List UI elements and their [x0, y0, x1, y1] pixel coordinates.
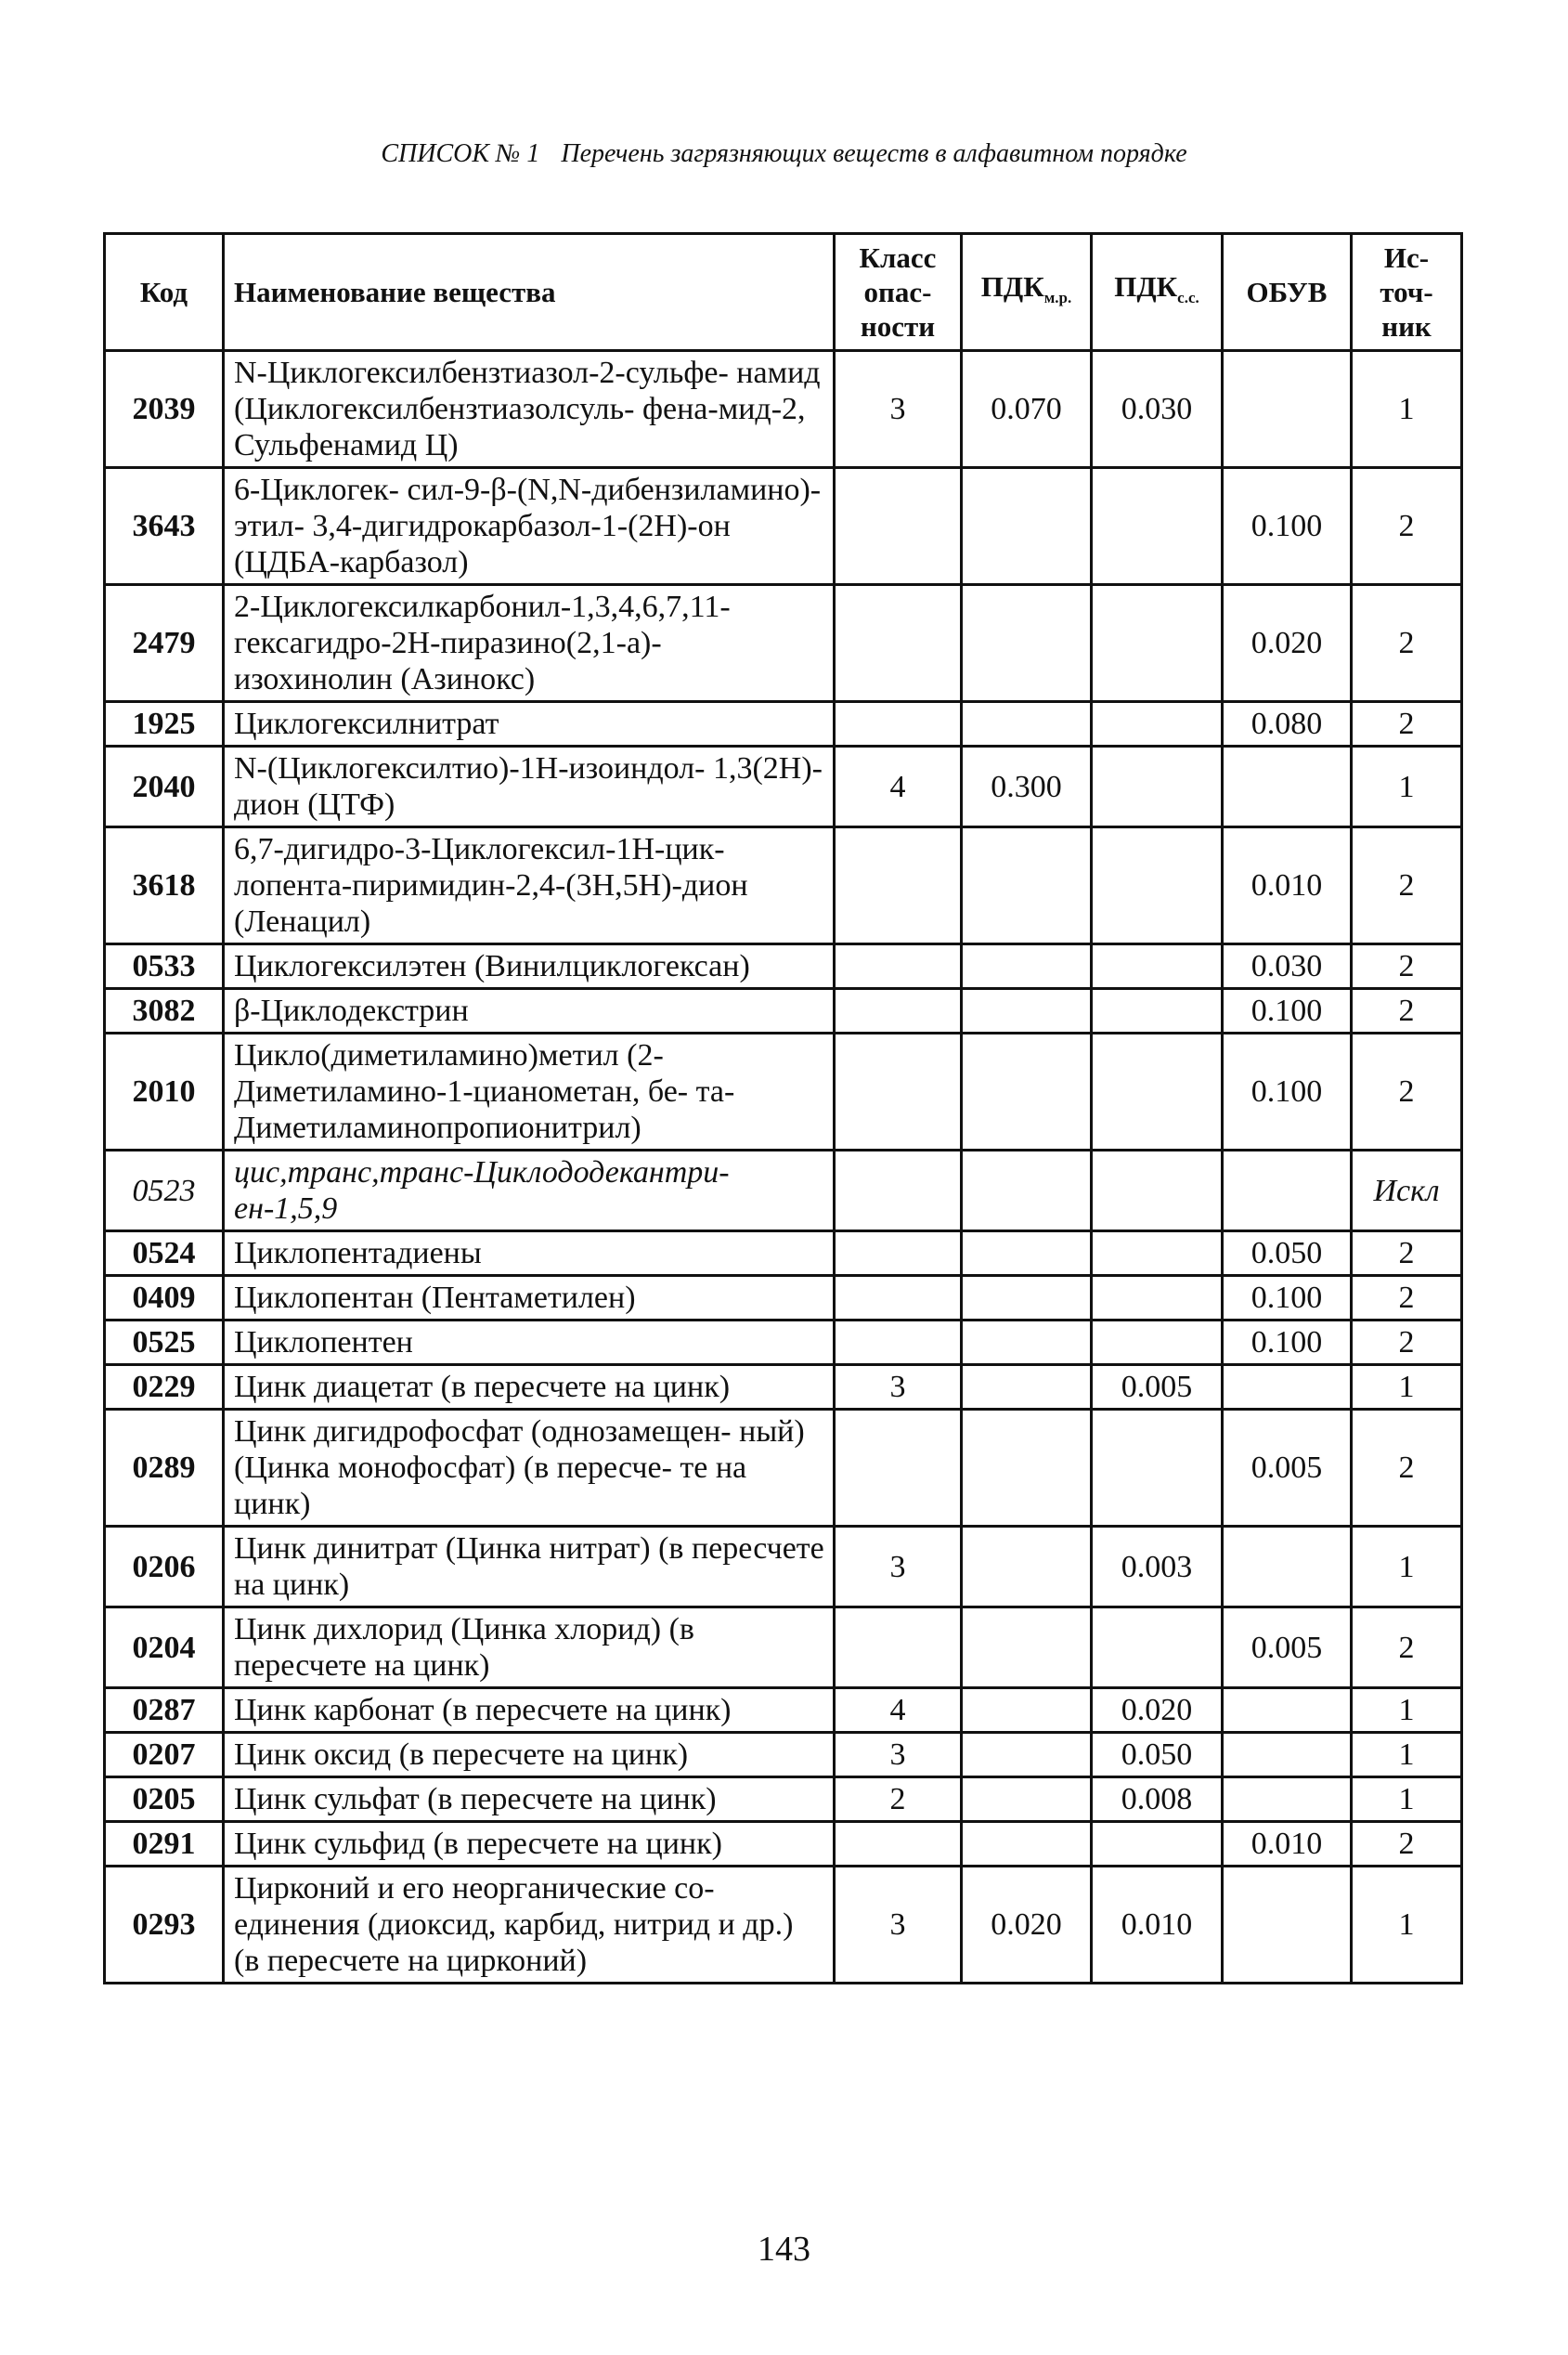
- cell-hazard-class: 3: [835, 351, 962, 468]
- cell-source: Искл: [1352, 1151, 1462, 1231]
- cell-pdk-mr: [962, 1777, 1092, 1822]
- cell-name: Цинк оксид (в пересчете на цинк): [224, 1733, 835, 1777]
- cell-hazard-class: 4: [835, 747, 962, 827]
- cell-source: 1: [1352, 1365, 1462, 1410]
- cell-pdk-ss: [1092, 1231, 1223, 1276]
- cell-pdk-ss: [1092, 1607, 1223, 1688]
- cell-pdk-mr: [962, 989, 1092, 1034]
- cell-hazard-class: 3: [835, 1527, 962, 1607]
- cell-pdk-mr: 0.070: [962, 351, 1092, 468]
- cell-obuv: 0.020: [1223, 585, 1352, 702]
- cell-pdk-mr: 0.020: [962, 1867, 1092, 1984]
- cell-pdk-mr: [962, 1822, 1092, 1867]
- cell-name: Цинк динитрат (Цинка нитрат) (в пересчете на цинк): [224, 1527, 835, 1607]
- column-header-code: Код: [105, 234, 224, 351]
- cell-name: Циклопентан (Пентаметилен): [224, 1276, 835, 1321]
- list-subtitle: Перечень загрязняющих веществ в алфавитном порядке: [561, 139, 1187, 168]
- cell-obuv: 0.030: [1223, 944, 1352, 989]
- cell-pdk-mr: [962, 827, 1092, 944]
- table-row: [105, 827, 1462, 944]
- cell-obuv: [1223, 1777, 1352, 1822]
- column-header-obuv: ОБУВ: [1223, 234, 1352, 351]
- column-header-hazard-class: Класс опас- ности: [835, 234, 962, 351]
- cell-name: 6,7-дигидро-3-Циклогексил-1Н-цик- лопента-пиримидин-2,4-(3Н,5Н)-дион (Ленацил): [224, 827, 835, 944]
- cell-pdk-ss: [1092, 944, 1223, 989]
- cell-source: 2: [1352, 585, 1462, 702]
- cell-source: 1: [1352, 1777, 1462, 1822]
- cell-code: 1925: [105, 702, 224, 747]
- pdk-mr-label: ПДК: [980, 270, 1044, 303]
- cell-pdk-ss: 0.050: [1092, 1733, 1223, 1777]
- cell-source: 2: [1352, 1276, 1462, 1321]
- cell-source: 2: [1352, 702, 1462, 747]
- cell-pdk-mr: [962, 1321, 1092, 1365]
- cell-name: Цирконий и его неорганические со- единения (диоксид, карбид, нитрид и др.) (в пересчете на цирконий): [224, 1867, 835, 1984]
- cell-obuv: 0.100: [1223, 1276, 1352, 1321]
- cell-hazard-class: [835, 585, 962, 702]
- cell-source: 1: [1352, 1527, 1462, 1607]
- cell-pdk-mr: 0.300: [962, 747, 1092, 827]
- cell-code: 0293: [105, 1867, 224, 1984]
- cell-pdk-ss: 0.010: [1092, 1867, 1223, 1984]
- cell-code: 0291: [105, 1822, 224, 1867]
- cell-pdk-mr: [962, 585, 1092, 702]
- cell-pdk-mr: [962, 1607, 1092, 1688]
- cell-pdk-mr: [962, 468, 1092, 585]
- cell-pdk-ss: [1092, 1410, 1223, 1527]
- cell-hazard-class: [835, 1151, 962, 1231]
- cell-name: 2-Циклогексилкарбонил-1,3,4,6,7,11- гексагидро-2Н-пиразино(2,1-а)- изохинолин (Азинокс): [224, 585, 835, 702]
- table-row: [105, 1276, 1462, 1321]
- cell-pdk-ss: [1092, 585, 1223, 702]
- cell-pdk-ss: [1092, 827, 1223, 944]
- table-row: [105, 1321, 1462, 1365]
- cell-pdk-ss: [1092, 468, 1223, 585]
- cell-hazard-class: [835, 944, 962, 989]
- cell-obuv: [1223, 1867, 1352, 1984]
- cell-pdk-ss: [1092, 1822, 1223, 1867]
- cell-hazard-class: [835, 827, 962, 944]
- cell-obuv: 0.080: [1223, 702, 1352, 747]
- table-row: [105, 468, 1462, 585]
- cell-pdk-ss: [1092, 1321, 1223, 1365]
- cell-name: цис,транс,транс-Циклододекантри- ен-1,5,9: [224, 1151, 835, 1231]
- cell-code: 2479: [105, 585, 224, 702]
- cell-hazard-class: 2: [835, 1777, 962, 1822]
- cell-obuv: 0.010: [1223, 827, 1352, 944]
- cell-hazard-class: [835, 1607, 962, 1688]
- table-row: [105, 1733, 1462, 1777]
- cell-name: Цикло(диметиламино)метил (2-Диметиламино-1-цианометан, бе- та-Диметиламинопропионитрил): [224, 1034, 835, 1151]
- cell-code: 0289: [105, 1410, 224, 1527]
- cell-code: 0409: [105, 1276, 224, 1321]
- cell-source: 1: [1352, 1733, 1462, 1777]
- cell-code: 0229: [105, 1365, 224, 1410]
- cell-name: Циклогексилэтен (Винилциклогексан): [224, 944, 835, 989]
- cell-name: β-Циклодекстрин: [224, 989, 835, 1034]
- cell-code: 2010: [105, 1034, 224, 1151]
- cell-code: 3618: [105, 827, 224, 944]
- cell-pdk-ss: [1092, 989, 1223, 1034]
- table-row: [105, 351, 1462, 468]
- list-number: СПИСОК № 1: [381, 139, 540, 168]
- cell-source: 2: [1352, 827, 1462, 944]
- table-row: [105, 1410, 1462, 1527]
- cell-hazard-class: [835, 989, 962, 1034]
- cell-name: N-(Циклогексилтио)-1Н-изоиндол- 1,3(2Н)-дион (ЦТФ): [224, 747, 835, 827]
- cell-pdk-ss: [1092, 1034, 1223, 1151]
- cell-name: Циклогексилнитрат: [224, 702, 835, 747]
- cell-obuv: 0.100: [1223, 1034, 1352, 1151]
- cell-name: Цинк дихлорид (Цинка хлорид) (в пересчете на цинк): [224, 1607, 835, 1688]
- cell-source: 1: [1352, 747, 1462, 827]
- cell-hazard-class: [835, 1321, 962, 1365]
- table-row: [105, 747, 1462, 827]
- column-header-name: Наименование вещества: [224, 234, 835, 351]
- cell-source: 1: [1352, 1867, 1462, 1984]
- table-row: [105, 585, 1462, 702]
- cell-code: 0524: [105, 1231, 224, 1276]
- cell-code: 3643: [105, 468, 224, 585]
- page-number: 143: [758, 2230, 810, 2269]
- cell-obuv: 0.100: [1223, 468, 1352, 585]
- table-row: [105, 1151, 1462, 1231]
- cell-pdk-mr: [962, 1365, 1092, 1410]
- cell-pdk-ss: [1092, 1151, 1223, 1231]
- cell-obuv: [1223, 1151, 1352, 1231]
- pdk-ss-label: ПДК: [1114, 270, 1178, 303]
- cell-pdk-mr: [962, 1276, 1092, 1321]
- cell-source: 2: [1352, 1410, 1462, 1527]
- cell-source: 2: [1352, 1607, 1462, 1688]
- cell-code: 0204: [105, 1607, 224, 1688]
- cell-source: 2: [1352, 944, 1462, 989]
- cell-obuv: [1223, 1527, 1352, 1607]
- cell-pdk-mr: [962, 1410, 1092, 1527]
- cell-code: 0205: [105, 1777, 224, 1822]
- cell-code: 0207: [105, 1733, 224, 1777]
- cell-hazard-class: 4: [835, 1688, 962, 1733]
- cell-name: Цинк сульфат (в пересчете на цинк): [224, 1777, 835, 1822]
- cell-pdk-ss: 0.020: [1092, 1688, 1223, 1733]
- table-row: [105, 1688, 1462, 1733]
- page-header: [0, 139, 1568, 169]
- cell-obuv: [1223, 747, 1352, 827]
- cell-obuv: 0.100: [1223, 989, 1352, 1034]
- cell-obuv: [1223, 1733, 1352, 1777]
- cell-code: 0523: [105, 1151, 224, 1231]
- cell-pdk-ss: 0.008: [1092, 1777, 1223, 1822]
- cell-hazard-class: [835, 1231, 962, 1276]
- column-header-pdk-mr: [962, 234, 1092, 351]
- cell-obuv: 0.050: [1223, 1231, 1352, 1276]
- cell-code: 0533: [105, 944, 224, 989]
- cell-hazard-class: [835, 702, 962, 747]
- cell-pdk-ss: [1092, 747, 1223, 827]
- cell-name: Цинк дигидрофосфат (однозамещен- ный) (Цинка монофосфат) (в пересче- те на цинк): [224, 1410, 835, 1527]
- cell-source: 2: [1352, 1231, 1462, 1276]
- cell-source: 1: [1352, 1688, 1462, 1733]
- cell-name: Цинк сульфид (в пересчете на цинк): [224, 1822, 835, 1867]
- cell-hazard-class: [835, 1410, 962, 1527]
- cell-name: 6-Циклогек- сил-9-β-(N,N-дибензиламино)-этил- 3,4-дигидрокарбазол-1-(2Н)-он (ЦДБА-карбазол): [224, 468, 835, 585]
- cell-pdk-ss: [1092, 1276, 1223, 1321]
- substances-table-container: [103, 232, 1460, 1984]
- cell-code: 3082: [105, 989, 224, 1034]
- cell-hazard-class: [835, 1276, 962, 1321]
- column-header-source: Ис- точ- ник: [1352, 234, 1462, 351]
- cell-pdk-mr: [962, 1231, 1092, 1276]
- cell-obuv: 0.005: [1223, 1607, 1352, 1688]
- table-row: [105, 1777, 1462, 1822]
- cell-pdk-mr: [962, 1527, 1092, 1607]
- table-row: [105, 1365, 1462, 1410]
- cell-obuv: [1223, 1688, 1352, 1733]
- cell-obuv: 0.005: [1223, 1410, 1352, 1527]
- cell-hazard-class: [835, 468, 962, 585]
- cell-name: Цинк карбонат (в пересчете на цинк): [224, 1688, 835, 1733]
- table-row: [105, 1867, 1462, 1984]
- cell-pdk-mr: [962, 1151, 1092, 1231]
- table-header-row: [105, 234, 1462, 351]
- cell-pdk-mr: [962, 1733, 1092, 1777]
- cell-pdk-mr: [962, 702, 1092, 747]
- pdk-mr-subscript: м.р.: [1043, 289, 1072, 306]
- cell-hazard-class: 3: [835, 1733, 962, 1777]
- cell-source: 2: [1352, 1321, 1462, 1365]
- cell-source: 2: [1352, 1822, 1462, 1867]
- pdk-ss-subscript: с.с.: [1177, 289, 1199, 306]
- cell-pdk-ss: 0.030: [1092, 351, 1223, 468]
- cell-code: 2040: [105, 747, 224, 827]
- table-row: [105, 702, 1462, 747]
- cell-name: Циклопентадиены: [224, 1231, 835, 1276]
- cell-code: 2039: [105, 351, 224, 468]
- cell-code: 0525: [105, 1321, 224, 1365]
- cell-name: Циклопентен: [224, 1321, 835, 1365]
- table-row: [105, 944, 1462, 989]
- cell-obuv: 0.010: [1223, 1822, 1352, 1867]
- table-row: [105, 1607, 1462, 1688]
- cell-obuv: 0.100: [1223, 1321, 1352, 1365]
- substances-table: [103, 232, 1463, 1984]
- cell-pdk-ss: 0.003: [1092, 1527, 1223, 1607]
- cell-code: 0206: [105, 1527, 224, 1607]
- cell-source: 2: [1352, 468, 1462, 585]
- cell-pdk-ss: 0.005: [1092, 1365, 1223, 1410]
- cell-obuv: [1223, 351, 1352, 468]
- table-row: [105, 1034, 1462, 1151]
- cell-source: 2: [1352, 989, 1462, 1034]
- cell-pdk-mr: [962, 944, 1092, 989]
- cell-source: 2: [1352, 1034, 1462, 1151]
- table-row: [105, 1231, 1462, 1276]
- cell-pdk-ss: [1092, 702, 1223, 747]
- cell-pdk-mr: [962, 1034, 1092, 1151]
- cell-obuv: [1223, 1365, 1352, 1410]
- table-row: [105, 989, 1462, 1034]
- cell-name: N-Циклогексилбензтиазол-2-сульфе- намид (Циклогексилбензтиазолсуль- фена-мид-2, Сульфенамид Ц): [224, 351, 835, 468]
- cell-pdk-mr: [962, 1688, 1092, 1733]
- cell-hazard-class: [835, 1822, 962, 1867]
- table-row: [105, 1822, 1462, 1867]
- cell-hazard-class: 3: [835, 1365, 962, 1410]
- table-row: [105, 1527, 1462, 1607]
- cell-hazard-class: [835, 1034, 962, 1151]
- column-header-pdk-ss: [1092, 234, 1223, 351]
- cell-code: 0287: [105, 1688, 224, 1733]
- table-body: [105, 351, 1462, 1984]
- cell-source: 1: [1352, 351, 1462, 468]
- cell-hazard-class: 3: [835, 1867, 962, 1984]
- cell-name: Цинк диацетат (в пересчете на цинк): [224, 1365, 835, 1410]
